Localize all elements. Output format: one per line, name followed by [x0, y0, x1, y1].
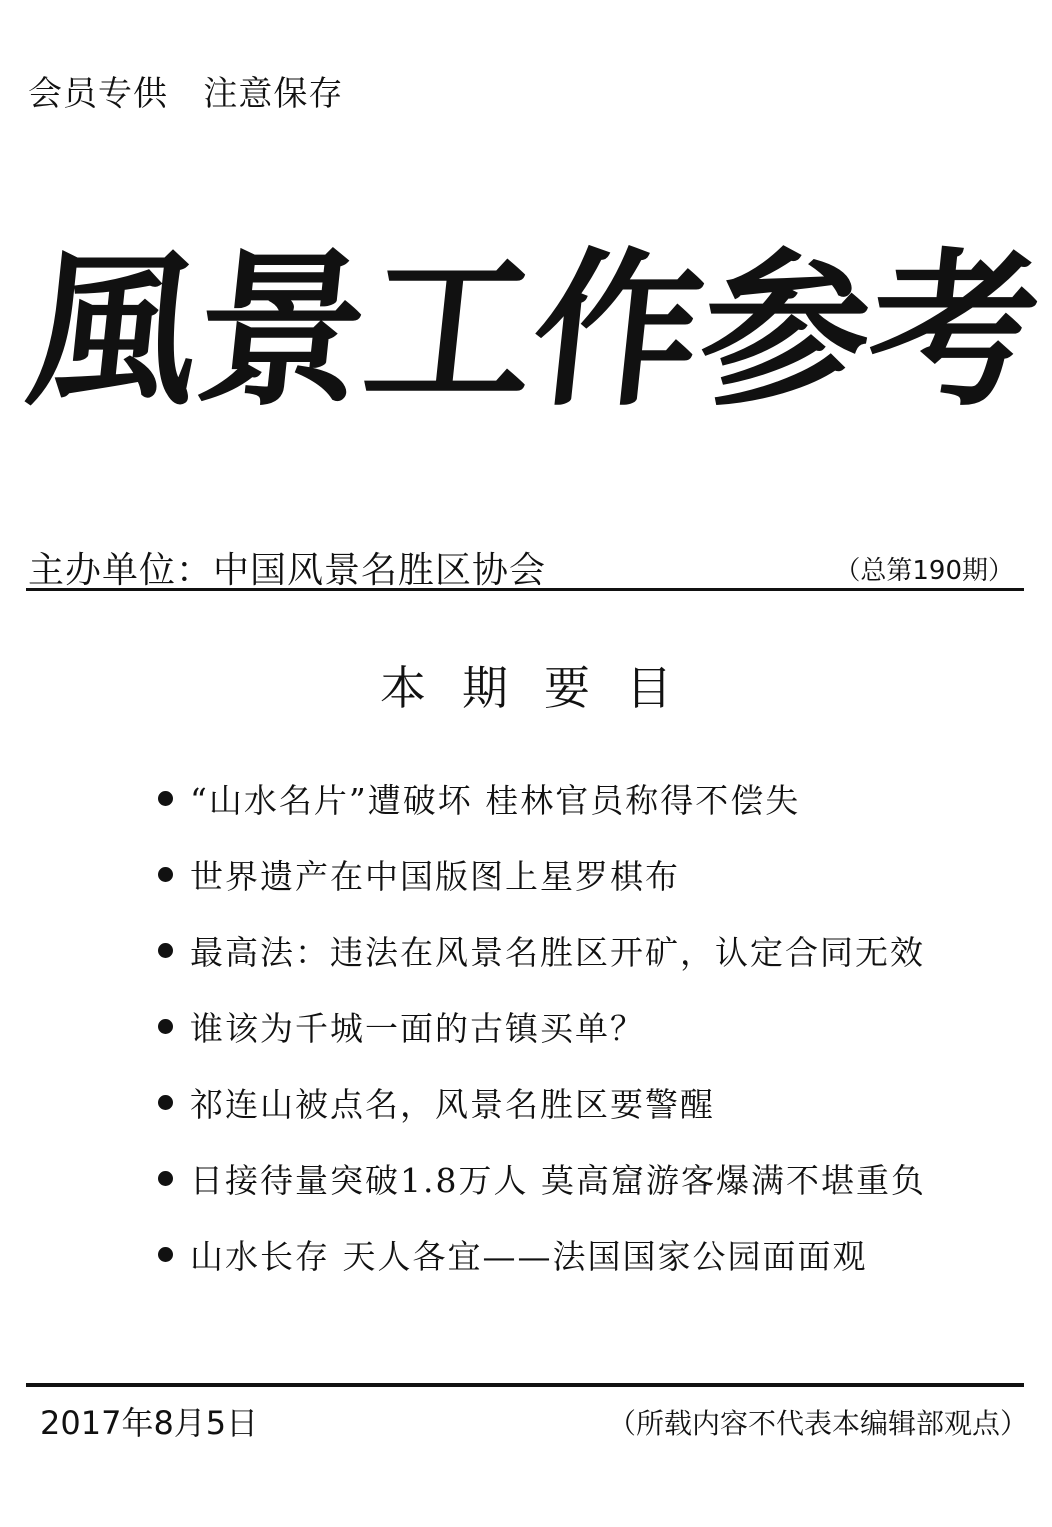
- bullet-icon: [158, 943, 173, 958]
- toc-item-text: 祁连山被点名，风景名胜区要警醒: [190, 1084, 715, 1124]
- masthead-char: 風: [19, 231, 209, 429]
- footer-divider: [26, 1383, 1024, 1387]
- masthead-char: 工: [355, 231, 545, 429]
- toc-item: [158, 1140, 926, 1216]
- issue-number: （总第190期）: [834, 556, 1014, 586]
- toc-list: [158, 760, 926, 1292]
- masthead-char: 景: [187, 231, 377, 429]
- toc-item-text: 最高法：违法在风景名胜区开矿，认定合同无效: [190, 932, 925, 972]
- toc-item-text: 山水长存 天人各宜——法国国家公园面面观: [190, 1236, 868, 1276]
- toc-item-text: 日接待量突破1.8万人 莫高窟游客爆满不堪重负: [190, 1160, 926, 1200]
- publish-date: 2017年8月5日: [40, 1404, 259, 1442]
- publisher-bar: [26, 540, 1024, 591]
- toc-item: [158, 760, 926, 836]
- masthead-char: 作: [523, 231, 713, 429]
- masthead-title: [19, 215, 1049, 445]
- member-notice: 会员专供 注意保存: [28, 74, 344, 114]
- toc-item: [158, 988, 926, 1064]
- bullet-icon: [158, 791, 173, 806]
- bullet-icon: [158, 867, 173, 882]
- toc-item: [158, 1216, 926, 1292]
- toc-item: [158, 836, 926, 912]
- masthead-char: 参: [691, 231, 881, 429]
- toc-item: [158, 1064, 926, 1140]
- toc-item: [158, 912, 926, 988]
- toc-item-text: “山水名片”遭破坏 桂林官员称得不偿失: [190, 780, 801, 820]
- bullet-icon: [158, 1247, 173, 1262]
- bullet-icon: [158, 1171, 173, 1186]
- toc-item-text: 世界遗产在中国版图上星罗棋布: [190, 856, 680, 896]
- sponsor-text: 主办单位：中国风景名胜区协会: [28, 550, 547, 591]
- toc-item-text: 谁该为千城一面的古镇买单？: [190, 1008, 645, 1048]
- bullet-icon: [158, 1019, 173, 1034]
- bullet-icon: [158, 1095, 173, 1110]
- masthead-char: 考: [859, 231, 1049, 429]
- toc-heading: 本期要目: [380, 661, 708, 715]
- disclaimer-text: （所载内容不代表本编辑部观点）: [607, 1407, 1028, 1440]
